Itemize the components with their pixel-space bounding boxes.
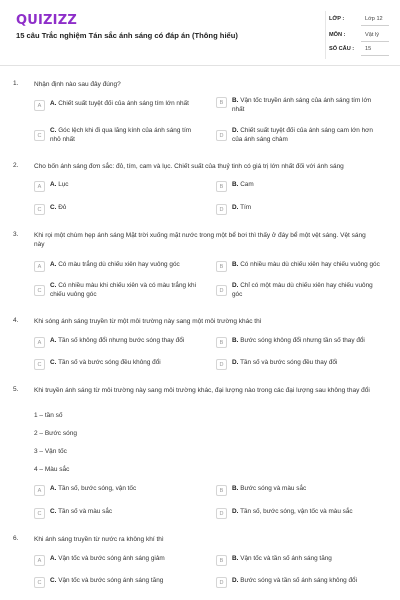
page-header [0, 0, 400, 66]
question-text: Khi sóng ánh sáng truyền từ một môi trường này sang một môi trường khác thì [34, 318, 262, 325]
option-letter-box: C [34, 204, 45, 215]
option-a[interactable]: A A. Có màu trắng dù chiếu xiên hay vuông góc [34, 261, 220, 272]
option-letter-box: D [216, 359, 227, 370]
option-b[interactable]: B B. Cam [216, 181, 382, 192]
option-letter-box: A [34, 485, 45, 496]
option-a[interactable]: A A. Tần số không đổi nhưng bước sóng thay đổi [34, 337, 220, 348]
meta-grade-label: LỚP : [329, 16, 345, 22]
option-c[interactable]: C C. Tần số và bước sóng đều không đổi [34, 359, 220, 370]
question-number: 6. [13, 535, 19, 542]
option-letter-box: C [34, 130, 45, 141]
question-text: Cho bốn ánh sáng đơn sắc: đỏ, tím, cam và lục. Chiết suất của thuỷ tinh có giá trị lớn nhất đối với ánh sáng [34, 163, 344, 170]
meta-count-value: 15 [365, 46, 372, 52]
meta-subject [325, 29, 389, 43]
option-b[interactable]: B B. Bước sóng và màu sắc [216, 485, 382, 496]
option-letter-box: C [34, 285, 45, 296]
option-d[interactable]: D D. Tần số và bước sóng đều thay đổi [216, 359, 392, 370]
option-letter-box: B [216, 337, 227, 348]
sub-item: 4 – Màu sắc [34, 466, 70, 473]
option-c[interactable]: C C. Tần số và màu sắc [34, 508, 200, 519]
option-letter-box: C [34, 577, 45, 588]
question-number: 3. [13, 231, 19, 238]
option-a[interactable]: A A. Lục [34, 181, 200, 192]
document-title: 15 câu Trắc nghiệm Tán sắc ánh sáng có đáp án (Thông hiểu) [16, 31, 238, 40]
question-text: Nhận định nào sau đây đúng? [34, 81, 121, 88]
question-text: Khi rọi một chùm hẹp ánh sáng Mặt trời xuống mặt nước trong một bể bơi thì thấy ở đáy bể một vệt sáng. Vệt sáng này [34, 232, 366, 249]
question-number: 5. [13, 386, 19, 393]
option-d[interactable]: D D. Chỉ có một màu dù chiếu xiên hay chiếu vuông góc [216, 282, 382, 300]
option-b[interactable]: B B. Có nhiều màu dù chiếu xiên hay chiếu vuông góc [216, 261, 392, 272]
option-b[interactable]: B B. Vận tốc truyền ánh sáng của ánh sáng tím lớn nhất [216, 97, 382, 115]
meta-grade [325, 13, 389, 27]
sub-item: 3 – Vận tốc [34, 448, 67, 455]
option-letter-box: A [34, 337, 45, 348]
option-letter-box: B [216, 97, 227, 108]
option-c[interactable]: C C. Vận tốc và bước sóng ánh sáng tăng [34, 577, 220, 588]
option-letter-box: B [216, 485, 227, 496]
option-letter-box: A [34, 181, 45, 192]
option-d[interactable]: D D. Tần số, bước sóng, vận tốc và màu sắc [216, 508, 397, 519]
meta-grade-value: Lớp 12 [365, 16, 383, 22]
option-letter-box: D [216, 130, 227, 141]
option-d[interactable]: D D. Bước sóng và tần số ánh sáng không đổi [216, 577, 397, 588]
option-letter-box: A [34, 261, 45, 272]
option-b[interactable]: B B. Bước sóng không đổi nhưng tần số thay đổi [216, 337, 392, 348]
question-text: Khi truyền ánh sáng từ môi trường này sang môi trường khác, đại lượng nào trong các đại lượng sau không thay đổi [34, 387, 370, 394]
sub-item: 1 – tần số [34, 412, 63, 419]
option-d[interactable]: D D. Tím [216, 204, 382, 215]
option-c[interactable]: C C. Có nhiều màu khi chiếu xiên và có màu trắng khi chiếu vuông góc [34, 282, 200, 300]
option-c[interactable]: C C. Góc lệch khi đi qua lăng kính của ánh sáng tím nhỏ nhất [34, 127, 200, 145]
option-b[interactable]: B B. Vận tốc và tần số ánh sáng tăng [216, 555, 397, 566]
option-letter-box: D [216, 285, 227, 296]
option-a[interactable]: A A. Vận tốc và bước sóng ánh sáng giảm [34, 555, 220, 566]
meta-subject-value: Vật lý [365, 32, 379, 38]
option-letter-box: D [216, 508, 227, 519]
option-d[interactable]: D D. Chiết suất tuyệt đối của ánh sáng cam lớn hơn của ánh sáng chàm [216, 127, 382, 145]
option-letter-box: B [216, 181, 227, 192]
option-letter-box: B [216, 261, 227, 272]
option-letter-box: A [34, 100, 45, 111]
meta-subject-label: MÔN : [329, 32, 346, 38]
question-number: 1. [13, 80, 19, 87]
meta-count [325, 43, 389, 57]
sub-item: 2 – Bước sóng [34, 430, 77, 437]
option-letter-box: A [34, 555, 45, 566]
question-text: Khi ánh sáng truyền từ nước ra không khí thì [34, 536, 164, 543]
option-letter-box: B [216, 555, 227, 566]
option-letter-box: C [34, 508, 45, 519]
option-c[interactable]: C C. Đỏ [34, 204, 200, 215]
option-a[interactable]: A A. Chiết suất tuyệt đối của ánh sáng tím lớn nhất [34, 100, 200, 111]
option-letter-box: D [216, 204, 227, 215]
option-letter-box: C [34, 359, 45, 370]
quizizz-logo: QUIZIZZ [16, 13, 77, 28]
meta-count-label: SỐ CÂU : [329, 46, 355, 52]
question-number: 4. [13, 317, 19, 324]
question-number: 2. [13, 162, 19, 169]
option-a[interactable]: A A. Tần số, bước sóng, vận tốc [34, 485, 200, 496]
option-letter-box: D [216, 577, 227, 588]
